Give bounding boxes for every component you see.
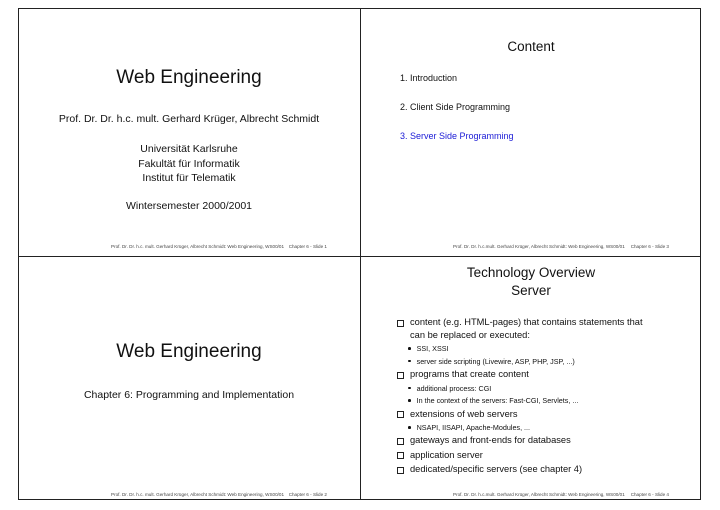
slide-1-title: Web Engineering [116, 67, 262, 88]
sub-list-item: server side scripting (Livewire, ASP, PHP, JSP, ...) [397, 356, 687, 367]
list-item [397, 463, 687, 476]
square-bullet-icon [397, 452, 404, 459]
slide-4-heading-line-2: Server [511, 283, 551, 298]
slide-2-footer [369, 244, 693, 249]
slide-3-footer [27, 492, 351, 497]
slide-4-footer [369, 492, 693, 497]
footer-credit: Prof. Dr. Dr. h.c.mult. Gerhard Krüger, Albrecht Schmidt: Web Engineering, WS00/01 [453, 244, 625, 249]
footer-slide-number: Chapter 6 - Slide 2 [288, 492, 327, 497]
slide-4 [361, 257, 701, 503]
slide-2-heading: Content [507, 39, 555, 54]
slide-1 [19, 9, 359, 255]
slide-1-authors: Prof. Dr. Dr. h.c. mult. Gerhard Krüger, Albrecht Schmidt [58, 113, 320, 125]
slide-4-heading-line-1: Technology Overview [466, 265, 596, 280]
dot-bullet-icon [408, 360, 411, 363]
list-item-text: programs that create content [410, 369, 529, 380]
technology-list [397, 316, 687, 478]
slide-1-semester: Wintersemester 2000/2001 [125, 200, 253, 212]
list-item [397, 434, 687, 447]
square-bullet-icon [397, 467, 404, 474]
list-item [397, 368, 687, 381]
list-item-text: content (e.g. HTML-pages) that contains statements that can be replaced or executed: [410, 317, 643, 340]
toc-item-client-side: 2. Client Side Programming [400, 102, 511, 112]
slide-2 [361, 9, 701, 255]
footer-slide-number: Chapter 6 - Slide 1 [288, 244, 327, 249]
square-bullet-icon [397, 372, 404, 379]
square-bullet-icon [397, 320, 404, 327]
list-item [397, 316, 687, 342]
sub-list-item: SSI, XSSI [397, 343, 687, 354]
footer-credit: Prof. Dr. Dr. h.c. mult. Gerhard Krüger, Albrecht Schmidt: Web Engineering, WS00/01 [111, 492, 285, 497]
affiliation-university: Universität Karlsruhe [140, 143, 238, 155]
sub-list-item: NSAPI, IISAPI, Apache-Modules, ... [397, 422, 687, 433]
footer-credit: Prof. Dr. Dr. h.c.mult. Gerhard Krüger, Albrecht Schmidt: Web Engineering, WS00/01 [453, 492, 625, 497]
square-bullet-icon [397, 438, 404, 445]
dot-bullet-icon [408, 426, 411, 429]
slide-3-subtitle: Chapter 6: Programming and Implementation [83, 389, 295, 401]
footer-slide-number: Chapter 6 - Slide 3 [630, 244, 669, 249]
table-of-contents [400, 71, 514, 158]
footer-credit: Prof. Dr. Dr. h.c. mult. Gerhard Krüger, Albrecht Schmidt: Web Engineering, WS00/01 [111, 244, 285, 249]
list-item-text: extensions of web servers [410, 408, 518, 419]
list-item-text: application server [410, 449, 483, 460]
slide-1-footer [27, 244, 351, 249]
affiliation-institute: Institut für Telematik [142, 172, 236, 184]
sub-list-item: In the context of the servers: Fast-CGI, Servlets, ... [397, 395, 687, 406]
dot-bullet-icon [408, 387, 411, 390]
dot-bullet-icon [408, 399, 411, 402]
affiliation-faculty: Fakultät für Informatik [138, 158, 240, 170]
list-item [397, 449, 687, 462]
dot-bullet-icon [408, 347, 411, 350]
toc-item-introduction: 1. Introduction [400, 73, 458, 83]
slide-3 [19, 257, 359, 503]
slide-3-title: Web Engineering [116, 341, 262, 362]
sub-list-item: additional process: CGI [397, 383, 687, 394]
list-item-text: dedicated/specific servers (see chapter 4) [410, 464, 583, 475]
toc-item-server-side: 3. Server Side Programming [400, 131, 514, 141]
footer-slide-number: Chapter 6 - Slide 4 [630, 492, 669, 497]
square-bullet-icon [397, 411, 404, 418]
list-item-text: gateways and front-ends for databases [410, 435, 571, 446]
list-item [397, 408, 687, 421]
